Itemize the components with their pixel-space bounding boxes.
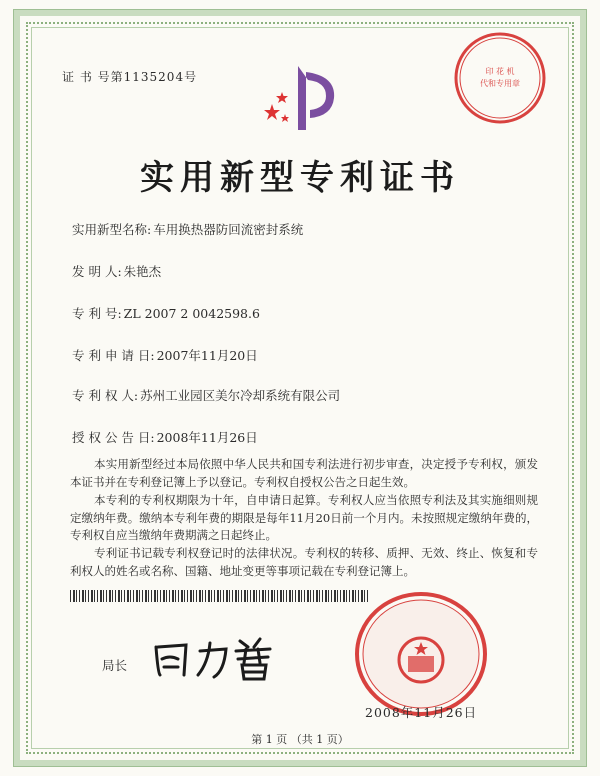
- agency-seal-icon: [452, 30, 548, 126]
- official-seal-icon: [352, 590, 490, 718]
- certificate-number: 证 书 号第1135204号: [62, 70, 198, 84]
- director-signature-icon: [148, 633, 288, 683]
- svg-text:代和专用章: 代和专用章: [480, 79, 520, 88]
- issue-date: 2008年11月26日: [365, 705, 478, 720]
- patentee-value: 苏州工业园区美尔冷却系统有限公司: [140, 388, 341, 403]
- patent-number-value: ZL 2007 2 0042598.6: [123, 306, 260, 321]
- paragraph-legal-status: 专利证书记载专利权登记时的法律状况。专利权的转移、质押、无效、终止、恢复和专利权人的姓名或名称、国籍、地址变更等事项记载在专利登记簿上。: [70, 546, 538, 578]
- utility-model-name-label: 实用新型名称:: [72, 222, 152, 237]
- filing-date-label: 专 利 申 请 日:: [72, 348, 155, 363]
- filing-date-value: 2007年11月20日: [156, 348, 258, 363]
- inventor-label: 发 明 人:: [72, 264, 122, 279]
- certificate-title: 实用新型专利证书: [140, 158, 460, 198]
- paragraph-examination: 本实用新型经过本局依照中华人民共和国专利法进行初步审查，决定授予专利权，颁发本证书并在专利登记簿上予以登记。专利权自授权公告之日起生效。: [70, 457, 538, 489]
- patentee-label: 专 利 权 人:: [72, 388, 139, 403]
- grant-date-label: 授 权 公 告 日:: [72, 430, 155, 445]
- patent-office-logo-icon: [250, 58, 350, 138]
- svg-text:印 花 机: 印 花 机: [485, 67, 515, 76]
- paragraph-term: 本专利的专利权期限为十年，自申请日起算。专利权人应当依照专利法及其实施细则规定缴纳年费。缴纳本专利年费的期限是每年11月20日前一个月内。未按照规定缴纳年费的，专利权自应当缴纳年费期满之日起终止。: [70, 493, 538, 542]
- grant-date-field: [72, 428, 258, 446]
- patentee-field: [72, 386, 340, 404]
- director-label: 局长: [102, 658, 128, 673]
- filing-date-field: [72, 346, 258, 364]
- patent-number-label: 专 利 号:: [72, 306, 122, 321]
- barcode: [70, 590, 370, 602]
- inventor-value: 朱艳杰: [123, 264, 162, 279]
- utility-model-name-field: [72, 220, 303, 238]
- utility-model-name-value: 车用换热器防回流密封系统: [153, 222, 304, 237]
- inventor-field: [72, 262, 161, 280]
- grant-date-value: 2008年11月26日: [156, 430, 258, 445]
- patent-number-field: [72, 304, 260, 322]
- page-footer: 第 1 页 （共 1 页）: [251, 733, 349, 746]
